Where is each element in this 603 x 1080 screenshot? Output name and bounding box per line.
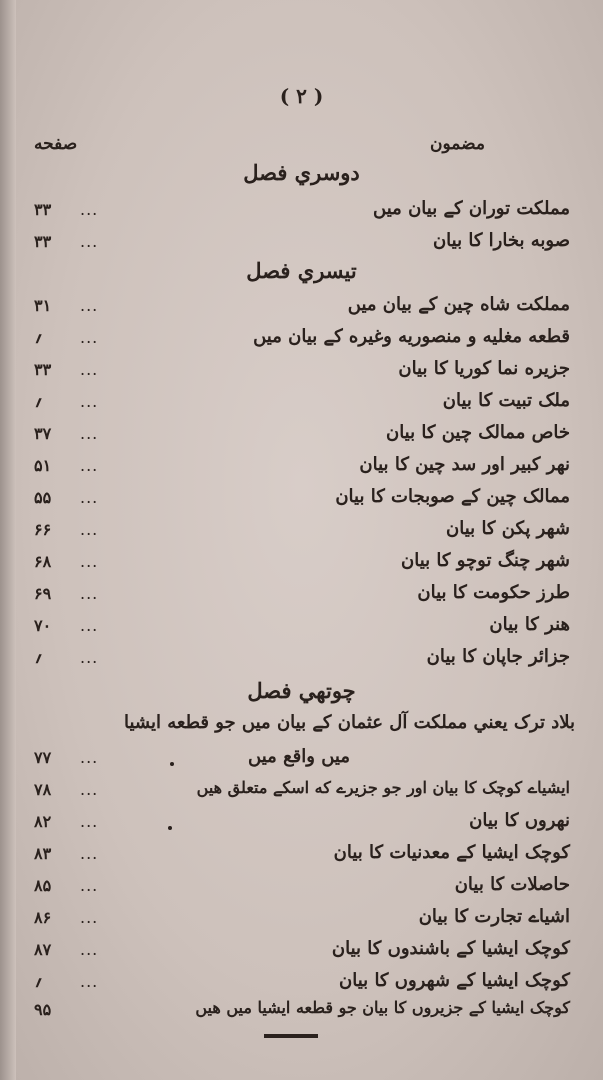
toc-leader: ... [80,616,99,635]
toc-entry [30,324,570,354]
toc-leader: ... [80,232,99,251]
toc-leader: ... [80,456,99,475]
toc-entry [30,548,570,578]
toc-entry-title: جزیره نما کوریا کا بیان [398,358,570,379]
closing-rule [264,1034,318,1038]
toc-leader: ... [80,876,99,895]
toc-leader: ... [80,972,99,991]
toc-leader: ... [80,648,99,667]
toc-entry-title: مملکت توران کے بیان میں [373,198,570,219]
toc-leader: ... [80,940,99,959]
toc-page-number: ؍ [34,972,44,991]
toc-entry [30,996,570,1026]
toc-entry-title: قطعه مغلیه و منصوریه وغیره کے بیان میں [253,326,570,347]
toc-entry-title: خاص ممالک چین کا بیان [385,422,570,443]
toc-entry [30,388,570,418]
toc-leader: ... [80,844,99,863]
toc-entry [30,936,570,966]
toc-page-number: ۷۰ [34,616,52,635]
column-header-page: صفحه [34,134,78,154]
toc-entry-title: جزائر جاپان کا بیان [426,646,570,667]
toc-entry [30,904,570,934]
column-header-subject: مضمون [430,134,485,154]
toc-leader: ... [80,520,99,539]
toc-entry [30,580,570,610]
toc-page-number: ۶۹ [34,584,52,603]
toc-leader: ... [80,552,99,571]
toc-entry [30,292,570,322]
toc-page-number: ۳۷ [34,424,52,443]
toc-leader: ... [80,908,99,927]
toc-leader: ... [80,584,99,603]
toc-entry [30,484,570,514]
toc-page-number: ؍ [34,648,44,667]
toc-page-number: ۸۷ [34,940,52,959]
toc-entry-title: کوچک ایشیا کے باشندوں کا بیان [331,938,570,959]
toc-leader: ... [80,424,99,443]
toc-page-number: ۸۳ [34,844,52,863]
toc-entry-title: نهروں کا بیان [469,810,570,831]
toc-entry [30,516,570,546]
toc-entry-title: ممالک چین کے صوبجات کا بیان [335,486,570,507]
toc-page-number: ۳۳ [34,360,52,379]
ink-speck [170,762,174,766]
toc-entry-title: کوچک ایشیا کے شهروں کا بیان [339,970,570,991]
toc-page-number: ؍ [34,392,44,411]
toc-entry-title: هنر کا بیان [489,614,570,635]
toc-entry-title: ایشیاے کوچک کا بیان اور جو جزیرے که اسکے متعلق هیں [196,778,570,797]
toc-page-number: ۸۶ [34,908,52,927]
section-title: چوتھي فصل [247,678,356,703]
toc-entry-title: ملک تبیت کا بیان [442,390,570,411]
toc-page-number: ۸۲ [34,812,52,831]
toc-entry-title: مملکت شاه چین کے بیان میں [347,294,570,315]
toc-leader: ... [80,360,99,379]
toc-entry-title: شهر چنگ توچو کا بیان [401,550,570,571]
toc-entry [30,808,570,838]
toc-page-number: ۳۱ [34,296,52,315]
toc-entry [30,420,570,450]
toc-entry [30,612,570,642]
toc-entry-title: اشیاے تجارت کا بیان [418,906,570,927]
toc-page-number: ۶۶ [34,520,52,539]
toc-leader: ... [80,392,99,411]
toc-leader: ... [80,812,99,831]
section-title: دوسري فصل [243,160,360,185]
toc-entry [30,776,570,806]
toc-entry [30,968,570,998]
page-number-header: ( ۲ ) [279,84,324,108]
toc-leader: ... [80,296,99,315]
toc-entry [30,644,570,674]
toc-entry [30,840,570,870]
toc-page-number: ۵۱ [34,456,52,475]
toc-entry-title: شهر پکن کا بیان [446,518,570,539]
toc-entry [30,356,570,386]
toc-page-number: ۵۵ [34,488,52,507]
toc-page-number: ۶۸ [34,552,52,571]
toc-entry [30,744,570,774]
toc-entry [30,872,570,902]
toc-entry-title: کوچک ایشیا کے معدنیات کا بیان [333,842,570,863]
toc-page-number: ۸۵ [34,876,52,895]
toc-entry-title: نهر کبیر اور سد چین کا بیان [359,454,570,475]
toc-entry [30,452,570,482]
toc-page-number: ؍ [34,328,44,347]
toc-leader: ... [80,748,99,767]
toc-page-number: ۷۷ [34,748,52,767]
toc-entry-title: طرز حکومت کا بیان [417,582,570,603]
toc-entry-title: کوچک ایشیا کے جزیروں کا بیان جو قطعه ایشیا میں هیں [195,998,570,1017]
toc-intro-line: بلاد ترک یعني مملکت آل عثمان کے بیان میں جو قطعه ایشیا [123,712,575,733]
toc-leader: ... [80,200,99,219]
toc-page-number: ۷۸ [34,780,52,799]
toc-entry-title: حاصلات کا بیان [454,874,570,895]
toc-leader: ... [80,488,99,507]
toc-leader: ... [80,328,99,347]
toc-entry [30,228,570,258]
toc-entry [30,196,570,226]
toc-page-number: ۳۳ [34,232,52,251]
toc-entry-title: میں واقع میں [248,746,350,767]
toc-page-number: ۳۳ [34,200,52,219]
ink-speck [168,826,172,830]
toc-entry-title: صوبه بخارا کا بیان [432,230,570,251]
toc-leader: ... [80,780,99,799]
toc-page-number: ۹۵ [34,1000,52,1019]
section-title: تیسري فصل [246,258,357,283]
